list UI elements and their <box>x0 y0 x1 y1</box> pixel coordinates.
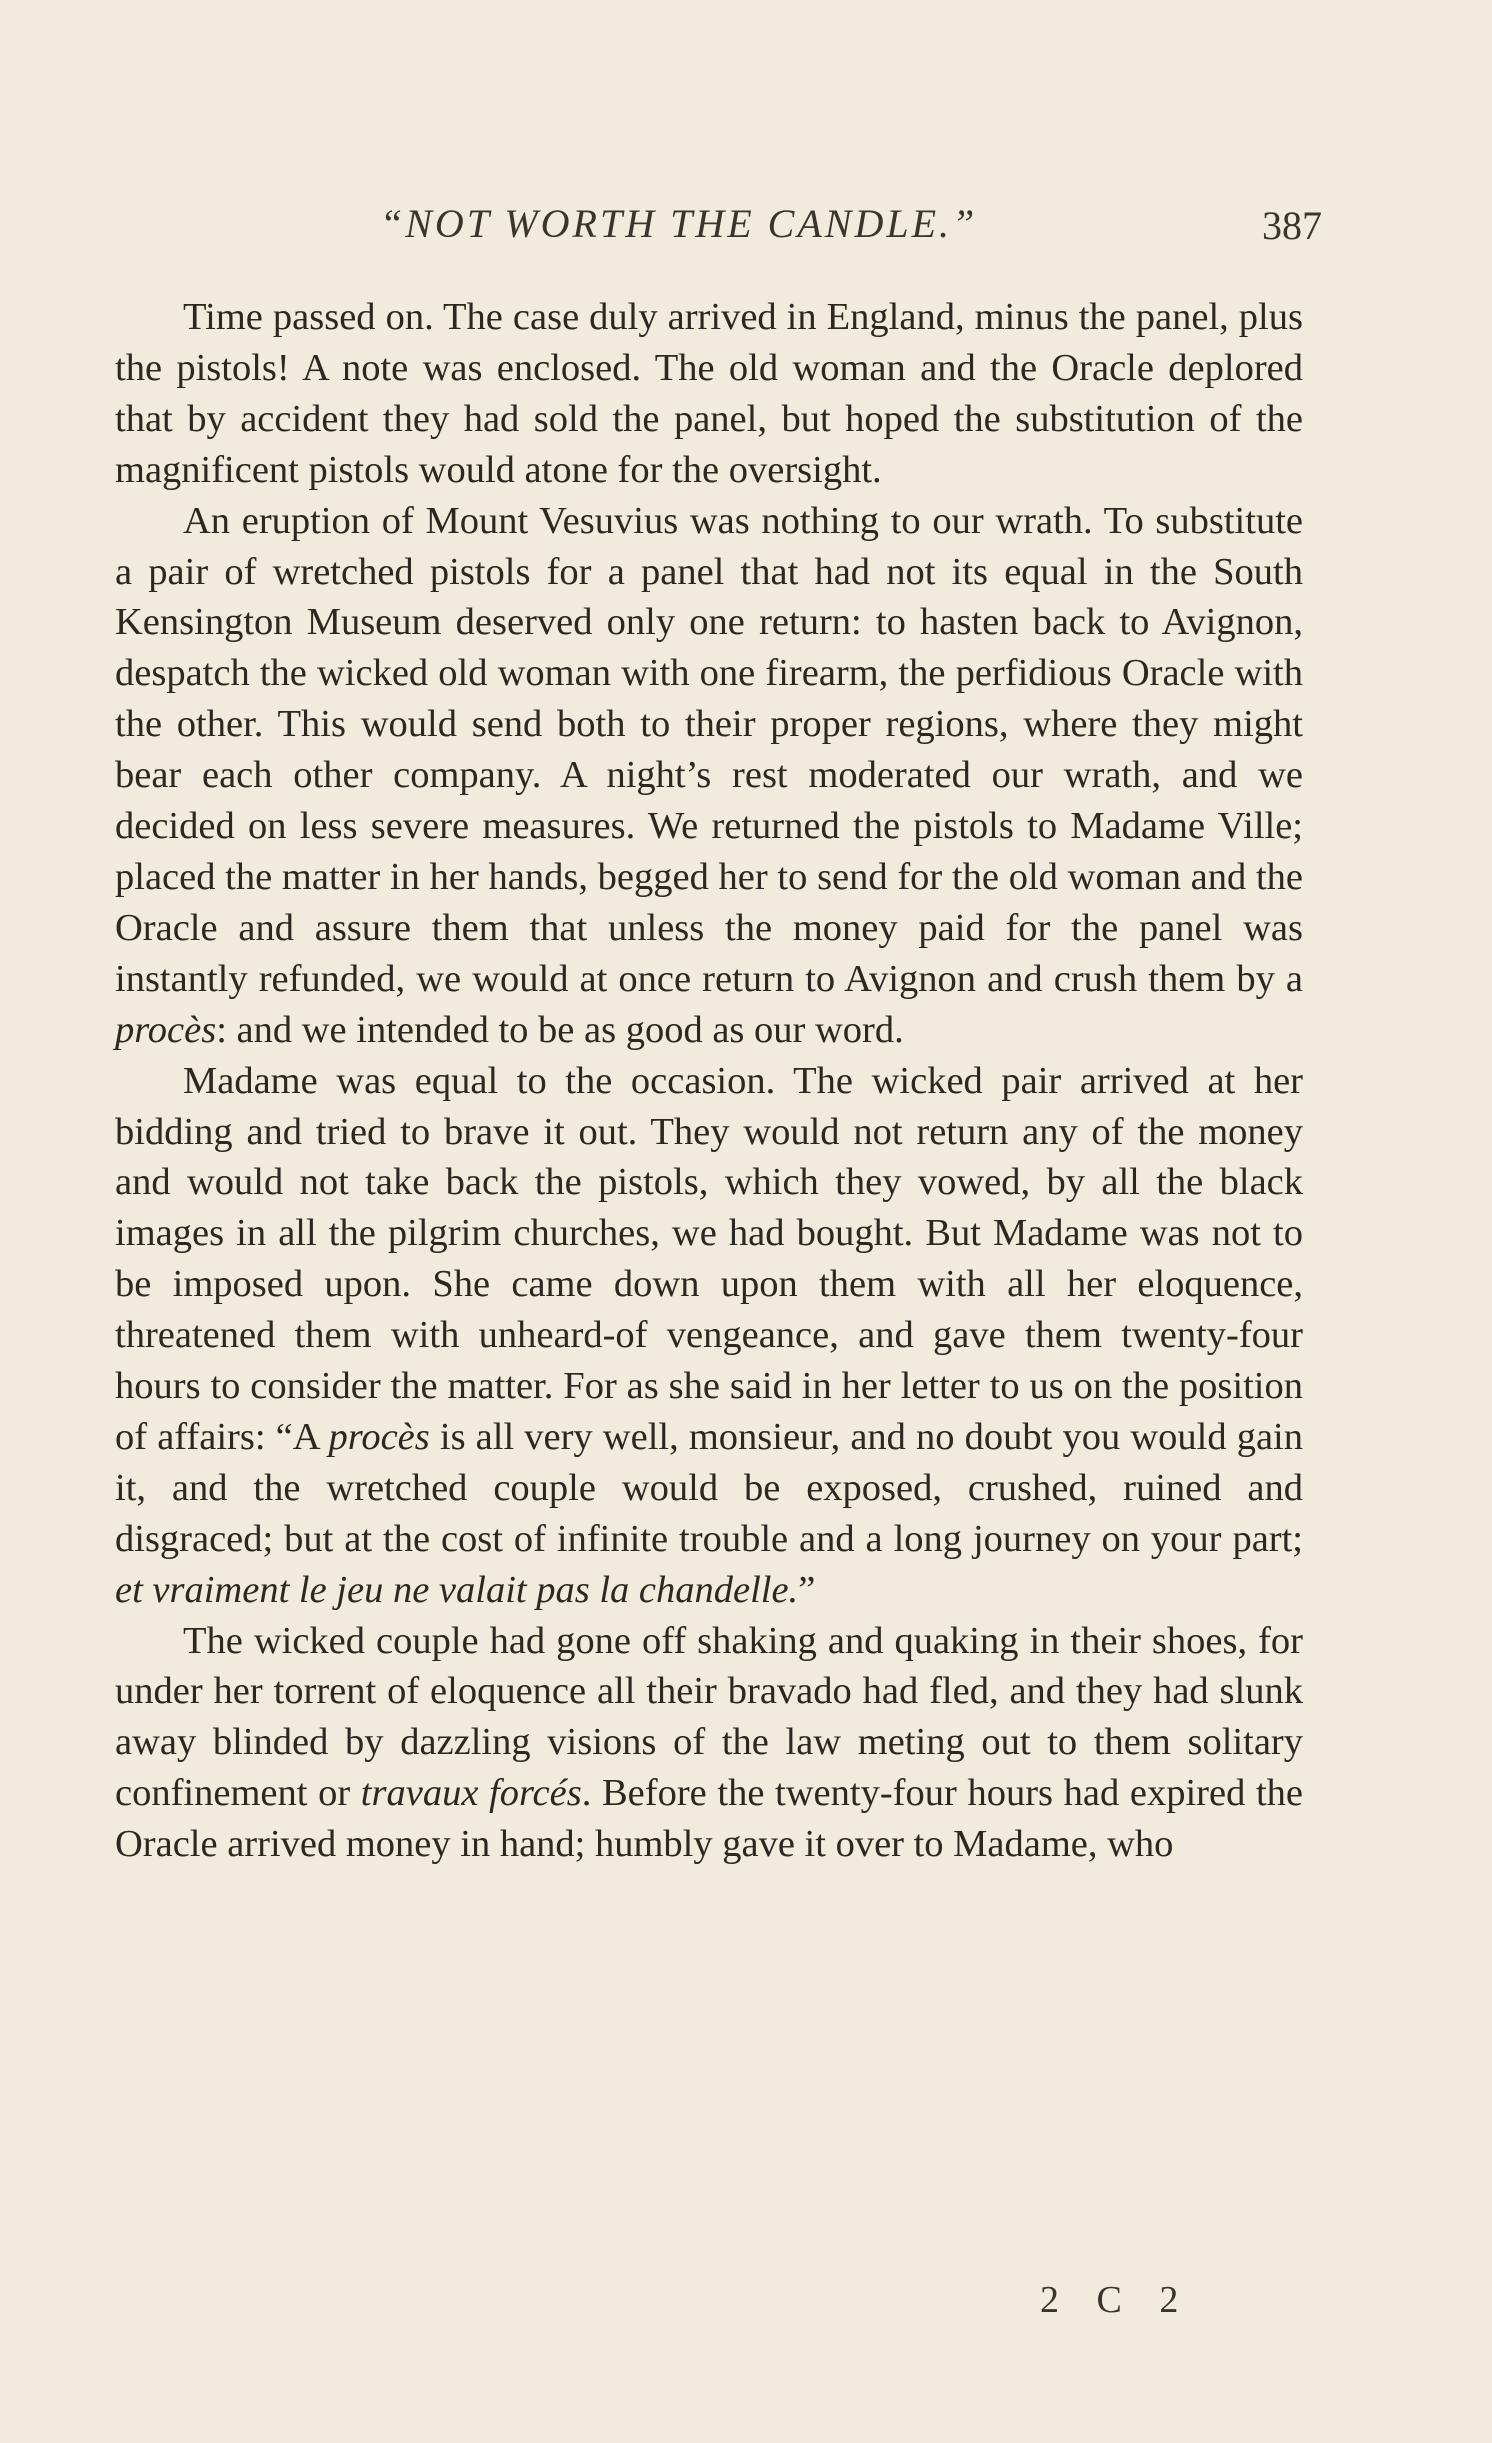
text-run: An eruption of Mount Vesuvius was nothing to our wrath. To substitute a pair of wretched pistols for a panel that had not its equal in the South Kensington Museum deserved only one return: to hasten back to Avignon, despatch the wicked old woman with one firearm, the perfidious Oracle with the other. This would send both to their proper regions, where they might bear each other company. A night’s rest moderated our wrath, and we decided on less severe measures. We returned the pistols to Madame Ville; placed the matter in her hands, begged her to send for the old woman and the Oracle and assure them that unless the money paid for the panel was instantly refunded, we would at once return to Avignon and crush them by a <box>115 499 1303 1000</box>
paragraph-2 <box>115 496 1303 1056</box>
text-run: : and we intended to be as good as our word. <box>216 1008 904 1051</box>
body-text <box>115 292 1303 1870</box>
italic-phrase: travaux forcés <box>360 1772 582 1815</box>
text-run: . Before the twenty-four hours had expired the Oracle arrived money in hand; humbly gave it over to Madame, who <box>115 1772 1304 1866</box>
paragraph-1 <box>115 292 1303 496</box>
paragraph-4 <box>115 1616 1303 1871</box>
page-header <box>0 200 1492 260</box>
text-run: Time passed on. The case duly arrived in England, minus the panel, plus the pistols! A note was enclosed. The old woman and the Oracle deplored that by accident they had sold the panel, but hoped the substitution of the magnificent pistols would atone for the oversight. <box>115 296 1303 491</box>
italic-phrase: procès <box>115 1008 217 1051</box>
running-title: “NOT WORTH THE CANDLE.” <box>380 201 978 246</box>
italic-phrase: et vraiment le jeu ne valait pas la chandelle. <box>115 1568 799 1611</box>
page-number: 387 <box>1262 203 1322 248</box>
text-run: ” <box>798 1568 816 1611</box>
signature-mark: 2 C 2 <box>1040 2279 1193 2321</box>
italic-phrase: procès <box>328 1415 430 1458</box>
text-run: The wicked couple had gone off shaking and quaking in their shoes, for under her torrent of eloquence all their bravado had fled, and they had slunk away blinded by dazzling visions of the law meting out to them solitary confinement or <box>115 1619 1303 1815</box>
text-run: Madame was equal to the occasion. The wicked pair arrived at her bidding and tried to brave it out. They would not return any of the money and would not take back the pistols, which they vowed, by all the black images in all the pilgrim churches, we had bought. But Madame was not to be imposed upon. She came down upon them with all her eloquence, threatened them with unheard-of vengeance, and gave them twenty-four hours to consider the matter. For as she said in her letter to us on the position of affairs: “A <box>115 1059 1303 1458</box>
paragraph-3 <box>115 1056 1303 1616</box>
text-run: is all very well, monsieur, and no doubt you would gain it, and the wretched couple would be exposed, crushed, ruined and disgraced; but at the cost of infinite trouble and a long journey on your part; <box>115 1415 1303 1560</box>
